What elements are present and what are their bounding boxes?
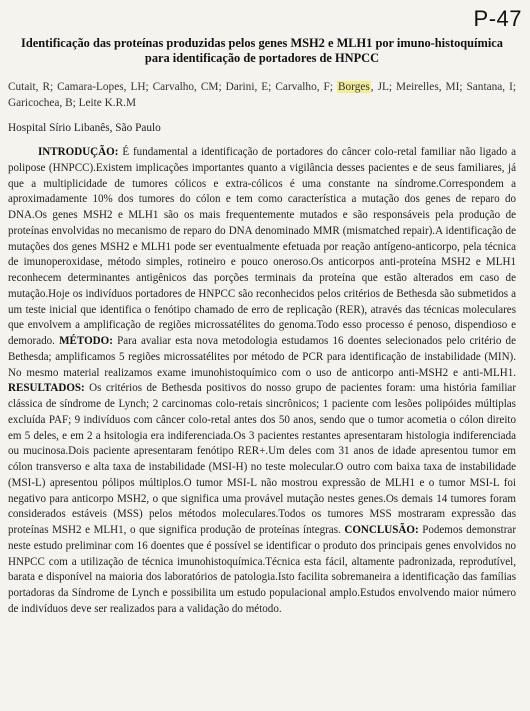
conclusion-heading: CONCLUSÃO:	[344, 524, 419, 536]
authors-part-2: , JL; Meirelles, MI; Santana, I; Garicochea, B; Leite K.R.M	[8, 81, 516, 109]
conclusion-text: Podemos demonstrar neste estudo preliminar com 16 doentes que é possível se identificar o produto dos principais genes envolvidos no HNPCC com a utilização de técnica imunohistoquímica.Técnica esta fácil, altamente padronizada, reprodutível, barata e disponível na maioria dos laboratórios de patologia.Isto facilita sobremaneira a identificação das famílias portadoras da Síndrome de Lynch e possibilita um estudo populacional amplo.Estudos envolvendo maior número de indivíduos deve ser realizados para a validação do método.	[8, 524, 516, 615]
poster-code: P-47	[473, 6, 522, 31]
method-heading: MÉTODO:	[59, 335, 113, 347]
intro-heading: INTRODUÇÃO:	[38, 146, 119, 158]
affiliation: Hospital Sírio Libanês, São Paulo	[8, 122, 161, 134]
results-text: Os critérios de Bethesda positivos do nosso grupo de pacientes foram: uma história familiar clássica de síndrome de Lynch; 2 carcinomas colo-retais sincrônicos; 1 paciente com lesões polipóides múltiplas excluída PAF; 9 indivíduos com câncer colo-retal antes dos 50 anos, sendo que o tumor acometia o cólon direito em 5 deles, e em 2 a hsitologia era indiferenciada.Os 3 pacientes restantes apresentaram histologia indiferenciada ou mucinosa.Dois paciente apresentaram fenótipo RER+.Um deles com 31 anos de idade apresentou tumor em cólon transverso e alta taxa de instabilidade (MSI-H) no teste molecular.O outro com baixa taxa de instabilidade (MSI-L) apresentou pólipos múltiplos.O tumor MSI-L não mostrou expressão de MLH1 e o tumor MSI-L foi negativo para anticorpo MSH2, o que significa uma provável mutação nestes genes.Os demais 14 tumores foram considerados estáveis (MSS) pelos métodos moleculares.Todos os tumores MSS mostraram expressão das proteínas MSH2 e MLH1, o que significa produção de proteínas íntegras.	[8, 382, 516, 536]
abstract-body	[8, 145, 516, 618]
method-text: Para avaliar esta nova metodologia estudamos 16 doentes selecionados pelo critério de Bethesda; amplificamos 5 regiões microssatélites por método de PCR para identificação de instabilidade (MIN). No mesmo material realizamos exame imunohistoquímico com o uso de anticorpo anti-MSH2 e anti-MLH1.	[8, 335, 516, 379]
results-heading: RESULTADOS:	[8, 382, 85, 395]
intro-text: É fundamental a identificação de portadores do câncer colo-retal familiar não ligado a polipose (HNPCC).Existem implicações importantes quanto a vigilância desses pacientes e de seus familiares, já que a multiplicidade de tumores cólicos e extra-cólicos é uma constante na síndrome.Correspondem a aproximadamente 10% dos tumores do cólon e tem como característica a mutação dos genes de reparo do DNA.Os genes MSH2 e MLH1 são os mais frequentemente mutados e são responsáveis pela produção de proteínas envolvidas no mecanismo de reparo do DNA denominado MMR (mismatched repair).A identificação de mutações dos genes MSH2 e MLH1 pode ser eventualmente efetuada por reação antígeno-anticorpo, pela técnica de imunoperoxidase, método simples, rotineiro e pouco oneroso.Os anticorpos anti-proteína MSH2 e MLH1 reconhecem determinantes antigênicos das porções terminais da proteína que estão alterados em caso de mutação.Hoje os indivíduos portadores de HNPCC são reconhecidos pelos critérios de Bethesda são submetidos a um teste inicial que identifica o fenótipo chamado de erro de replicação (RER), através das técnicas moleculares que envolvem a amplificação de regiões microssatélites do genoma.Todo esso processo é penoso, dispendioso e demorado.	[8, 146, 516, 347]
author-list	[8, 79, 516, 111]
paper-title: Identificação das proteínas produzidas pelos genes MSH2 e MLH1 por imuno-histoquímica para identificação de portadores de HNPCC	[21, 36, 503, 65]
highlighted-author: Borges	[337, 81, 370, 93]
authors-part-1: Cutait, R; Camara-Lopes, LH; Carvalho, CM; Darini, E; Carvalho, F;	[8, 81, 337, 93]
